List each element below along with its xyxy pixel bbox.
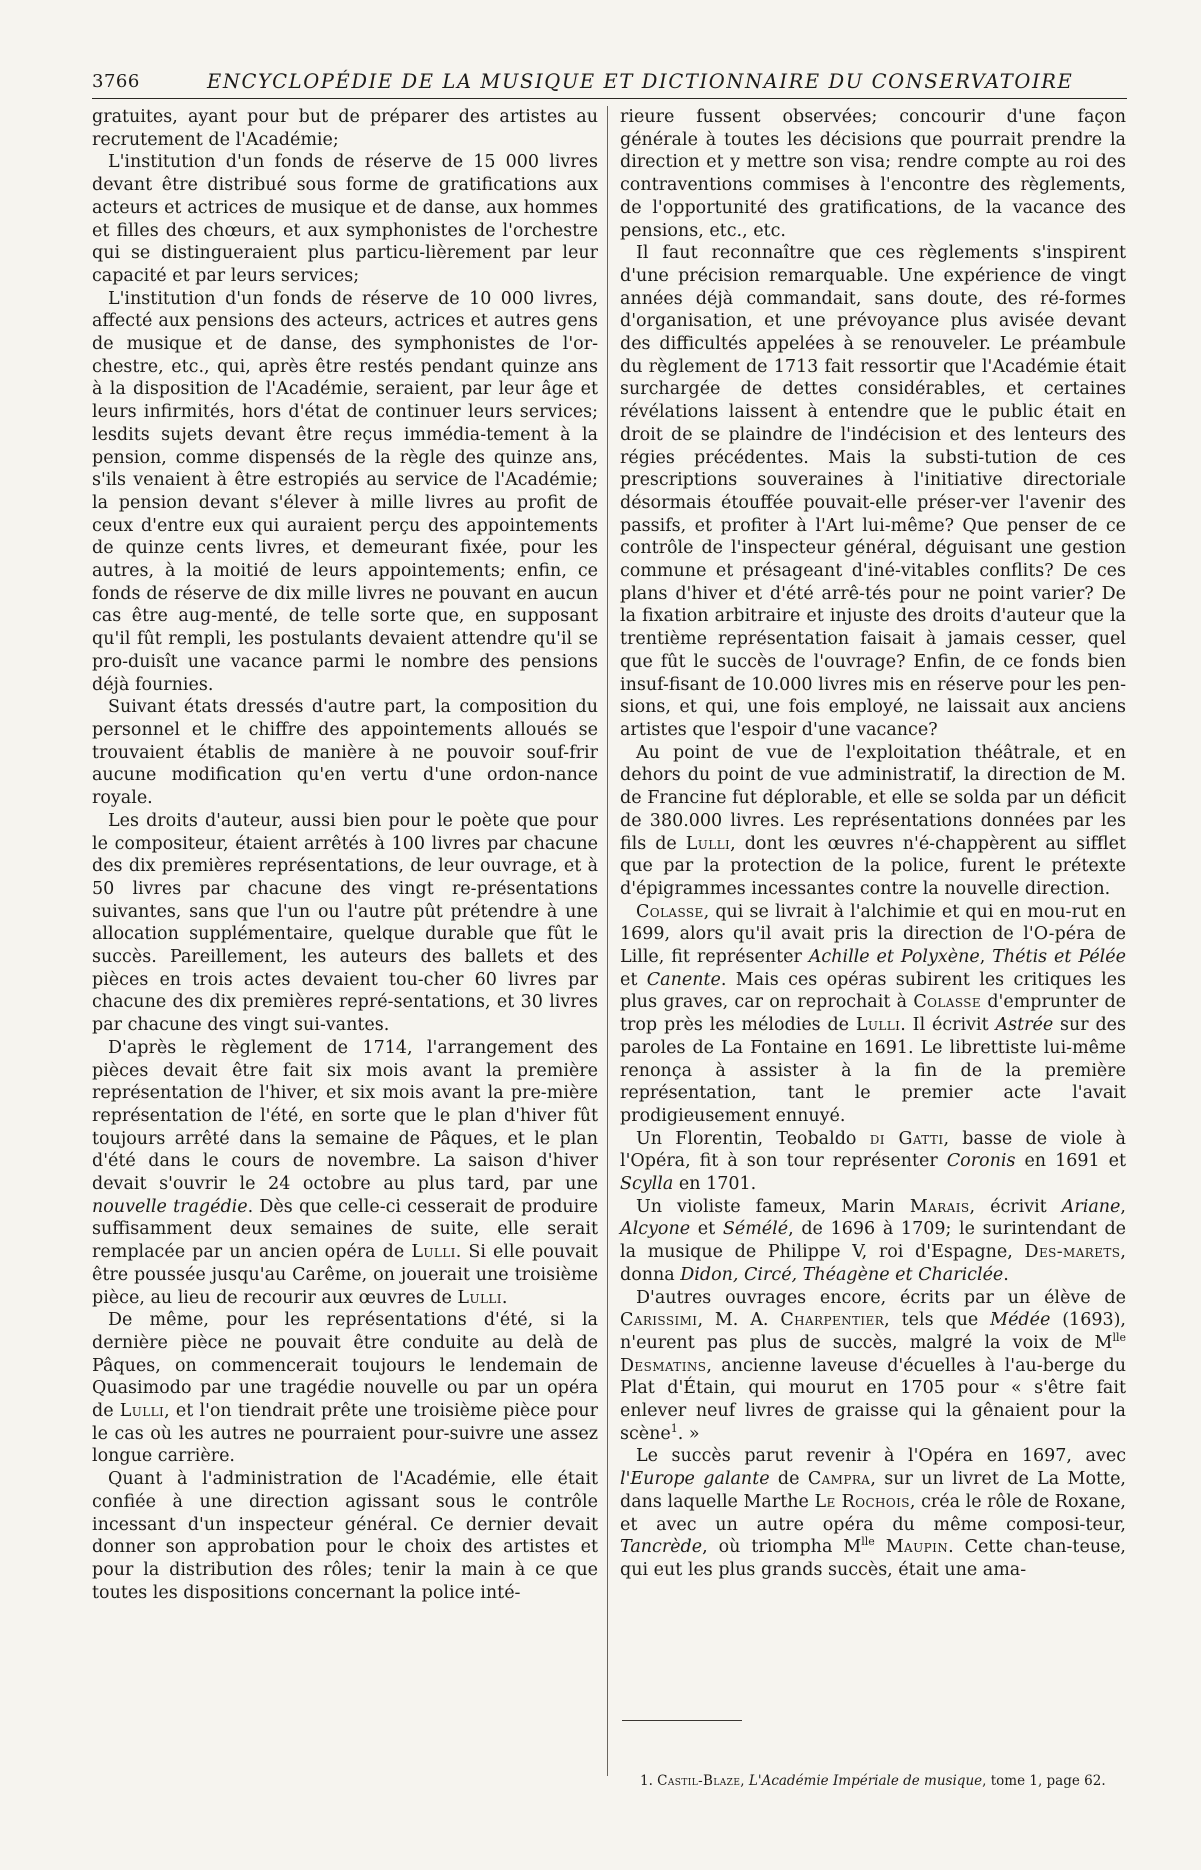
paragraph: Au point de vue de l'exploitation théâtrale, et en dehors du point de vue administratif, la direction de M. de Francine fut déplorable, et elle se solda par un déficit de 380.000 livres. Les représentations données par les fils de Lulli, dont les œuvres n'é-chappèrent au sifflet que par la protection de la police, furent le prétexte d'épigrammes incessantes contre la nouvelle direction. bbox=[620, 742, 1127, 899]
work-title: Tancrède bbox=[620, 1537, 703, 1558]
paragraph: Suivant états dressés d'autre part, la composition du personnel et le chiffre des appointements alloués se trouvaient établis de manière à ne pouvoir souf-frir aucune modification qu'en vertu d'une ordon-nance royale. bbox=[92, 697, 598, 809]
work-title: Sémélé bbox=[722, 1219, 789, 1240]
composer-name: Lulli bbox=[119, 1401, 165, 1422]
composer-name: Carissimi bbox=[620, 1310, 698, 1331]
work-title: Ariane bbox=[1061, 1196, 1121, 1217]
singer-name: Le Rochois bbox=[814, 1491, 910, 1512]
paragraph: Les droits d'auteur, aussi bien pour le poète que pour le compositeur, étaient arrêtés à 100 livres par chacune des dix premières représentations, de leur ouvrage, et à 50 livres par chacune des vingt re-présentations suivantes, sans que l'un ou l'autre pût prétendre à une allocation supplémentaire, quelque durable que fût le succès. Pareillement, les auteurs des ballets et des pièces en trois actes devaient tou-cher 60 livres par chacune des dix premières repré-sentations, et 30 livres par chacune des vingt sui-vantes. bbox=[92, 810, 598, 1036]
work-title: Canente bbox=[646, 969, 721, 990]
composer-name: Lulli bbox=[855, 1015, 901, 1036]
page-number: 3766 bbox=[92, 71, 140, 92]
paragraph: D'après le règlement de 1714, l'arrangement des pièces devait être fait six mois avant la première représentation de l'hiver, et six mois avant la pre-mière représentation de l'été, en sorte que le plan d'hiver fût toujours arrêté dans la semaine de Pâques, et le plan d'été dans le cours de novembre. La saison d'hiver devait s'ouvrir le 24 octobre au plus tard, par une nouvelle tragédie. Dès que celle-ci cesserait de produire suffisamment deux semaines de suite, elle serait remplacée par un ancien opéra de Lulli. Si elle pouvait être poussée jusqu'au Carême, on jouerait une troisième pièce, au lieu de recourir aux œuvres de Lulli. bbox=[92, 1037, 599, 1308]
work-title: Didon, Circé, Théagène et Chariclée bbox=[680, 1264, 1004, 1285]
paragraph: Il faut reconnaître que ces règlements s'inspirent d'une précision remarquable. Une expérience de vingt années déjà commandait, sans doute, des ré-formes d'organisation, et une prévoyance plus avisée devant des difficultés appelées à se renouveler. Le préambule du règlement de 1713 fait ressortir que l'Académie était surchargée de dettes considérables, et certaines révélations laissent à entendre que le public était en droit de se plaindre de l'indécision et des lenteurs des régies précédentes. Mais la substi-tution de ces prescriptions souveraines à l'initiative directoriale désormais étouffée pouvait-elle préser-ver l'avenir des passifs, et profiter à l'Art lui-même? Que penser de ce contrôle de l'inspecteur général, déguisant une gestion commune et présageant d'iné-vitables conflits? De ces plans d'hiver et d'été arrê-tés pour ne point varier? De la fixation arbitraire et injuste des droits d'auteur que la trentième représentation faisait à jamais cesser, quel que fût le succès de l'ouvrage? Enfin, de ce fonds bien insuf-fisant de 10.000 livres mis en réserve pour les pen-sions, et qui, une fois employé, ne laissait aux anciens artistes que l'espoir d'une vacance? bbox=[620, 243, 1126, 740]
work-title: Coronis bbox=[946, 1151, 1016, 1172]
composer-name: Charpentier bbox=[780, 1310, 885, 1331]
composer-name: Des-marets bbox=[1024, 1242, 1121, 1263]
running-title: ENCYCLOPÉDIE DE LA MUSIQUE ET DICTIONNAIRE DU CONSERVATOIRE bbox=[207, 70, 1074, 93]
paragraph: De même, pour les représentations d'été, si la dernière pièce ne pouvait être conduite au delà de Pâques, on commencerait toujours le lendemain de Quasimodo par une tragédie nouvelle ou par un opéra de Lulli, et l'on tiendrait prête une troisième pièce pour le cas où les autres ne pourraient pour-suivre une assez longue carrière. bbox=[92, 1310, 598, 1467]
paragraph: L'institution d'un fonds de réserve de 15 000 livres devant être distribué sous forme de gratifications aux acteurs et actrices de musique et de danse, aux hommes et filles des chœurs, et aux symphonistes de l'orchestre qui se distingueraient plus particu-lièrement par leur capacité et par leurs services; bbox=[92, 152, 598, 286]
composer-name: di Gatti bbox=[869, 1128, 944, 1149]
work-title: Alcyone bbox=[620, 1219, 691, 1240]
singer-name: Desmatins bbox=[620, 1355, 707, 1376]
superscript: lle bbox=[861, 1535, 875, 1549]
paragraph: Un violiste fameux, Marin Marais, écrivit Ariane, Alcyone et Sémélé, de 1696 à 1709; le surintendant de la musique de Philippe V, roi d'Espagne, Des-marets, donna Didon, Circé, Théagène et Chariclée. bbox=[620, 1196, 1127, 1285]
book-title: L'Académie Impériale de musique bbox=[748, 1773, 983, 1789]
composer-name: Lulli bbox=[411, 1242, 456, 1263]
left-column bbox=[92, 106, 598, 1604]
footnote-rule bbox=[622, 1720, 742, 1721]
column-divider bbox=[607, 106, 608, 1776]
footnote: 1. Castil-Blaze, L'Académie Impériale de musique, tome 1, page 62. bbox=[640, 1773, 1106, 1789]
work-title: Astrée bbox=[995, 1015, 1054, 1036]
paragraph: gratuites, ayant pour but de préparer des artistes au recrutement de l'Académie; bbox=[92, 107, 598, 150]
paragraph: D'autres ouvrages encore, écrits par un élève de Carissimi, M. A. Charpentier, tels que Médée (1693), n'eurent pas plus de succès, malgré la voix de $M^{lle}$ Desmatins, ancienne laveuse d'écuelles à l'au-berge du Plat d'Étain, qui mourut en 1705 pour « s'être fait enlever neuf livres de graisse qui la gênaient pour la scène$^1$. » bbox=[620, 1287, 1126, 1444]
singer-name: Maupin bbox=[885, 1537, 949, 1558]
work-title: Achille et Polyxène bbox=[808, 947, 980, 968]
composer-name: Colasse bbox=[636, 901, 704, 922]
superscript: lle bbox=[1112, 1331, 1126, 1345]
footnote-ref: 1 bbox=[670, 1421, 678, 1435]
paragraph: L'institution d'un fonds de réserve de 10 000 livres, affecté aux pensions des acteurs, actrices et autres gens de musique et de danse, des symphonistes de l'or-chestre, etc., qui, après être restés pendant quinze ans à la disposition de l'Académie, seraient, par leur âge et leurs infirmités, hors d'état de continuer leurs services; lesdits sujets devant être reçus immédia-tement à la pension, comme dispensés de la règle des quinze ans, s'ils venaient à être estropiés au service de l'Académie; la pension devant s'élever à mille livres au profit de ceux d'entre eux qui auraient perçu des appointements de quinze cents livres, et demeurant fixée, pour les autres, à la moitié de leurs appointements; enfin, ce fonds de réserve de dix mille livres ne pouvant en aucun cas être aug-menté, de telle sorte que, en supposant qu'il fût rempli, les postulants devaient attendre qu'il se pro-duisît une vacance parmi le nombre des pensions déjà fournies. bbox=[92, 288, 598, 695]
page-header bbox=[92, 68, 1127, 99]
work-title: Médée bbox=[990, 1310, 1051, 1331]
author-name: Castil-Blaze bbox=[657, 1773, 741, 1789]
composer-name: Marais bbox=[909, 1196, 970, 1217]
paragraph: rieure fussent observées; concourir d'une façon générale à toutes les décisions que pourrait prendre la direction et y mettre son visa; rendre compte au roi des contraventions commises à l'encontre des règlements, de l'opportunité des gratifications, de la vacance des pensions, etc., etc. bbox=[620, 107, 1126, 241]
composer-name: Lulli bbox=[457, 1287, 502, 1308]
paragraph: Colasse, qui se livrait à l'alchimie et qui en mou-rut en 1699, alors qu'il avait pris la direction de l'O-péra de Lille, fit représenter Achille et Polyxène, Thétis et Pélée et Canente. Mais ces opéras subirent les critiques les plus graves, car on reprochait à Colasse d'emprunter de trop près les mélodies de Lulli. Il écrivit Astrée sur des paroles de La Fontaine en 1691. Le librettiste lui-même renonça à assister à la fin de la première représentation, tant le premier acte l'avait prodigieusement ennuyé. bbox=[620, 901, 1127, 1126]
work-title: Scylla bbox=[620, 1174, 674, 1195]
right-column bbox=[620, 106, 1126, 1582]
italic-text: nouvelle tragédie bbox=[92, 1196, 248, 1217]
composer-name: Colasse bbox=[913, 992, 982, 1013]
work-title: l'Europe galante bbox=[620, 1469, 770, 1490]
paragraph: Quant à l'administration de l'Académie, elle était confiée à une direction agissant sous le contrôle incessant d'un inspecteur général. Ce dernier devait donner son approbation pour le choix des artistes et pour la distribution des rôles; tenir la main à ce que toutes les dispositions concernant la police inté- bbox=[92, 1469, 598, 1603]
composer-name: Lulli bbox=[685, 833, 731, 854]
paragraph: Le succès parut revenir à l'Opéra en 1697, avec l'Europe galante de Campra, sur un livret de La Motte, dans laquelle Marthe Le Rochois, créa le rôle de Roxane, et avec un autre opéra du même composi-teur, Tancrède, où triompha $M^{lle}$ Maupin. Cette chan-teuse, qui eut les plus grands succès, était une ama- bbox=[620, 1446, 1127, 1580]
paragraph: Un Florentin, Teobaldo di Gatti, basse de viole à l'Opéra, fit à son tour représenter Coronis en 1691 et Scylla en 1701. bbox=[620, 1128, 1126, 1195]
work-title: Thétis et Pélée bbox=[992, 947, 1126, 968]
composer-name: Campra bbox=[807, 1469, 871, 1490]
